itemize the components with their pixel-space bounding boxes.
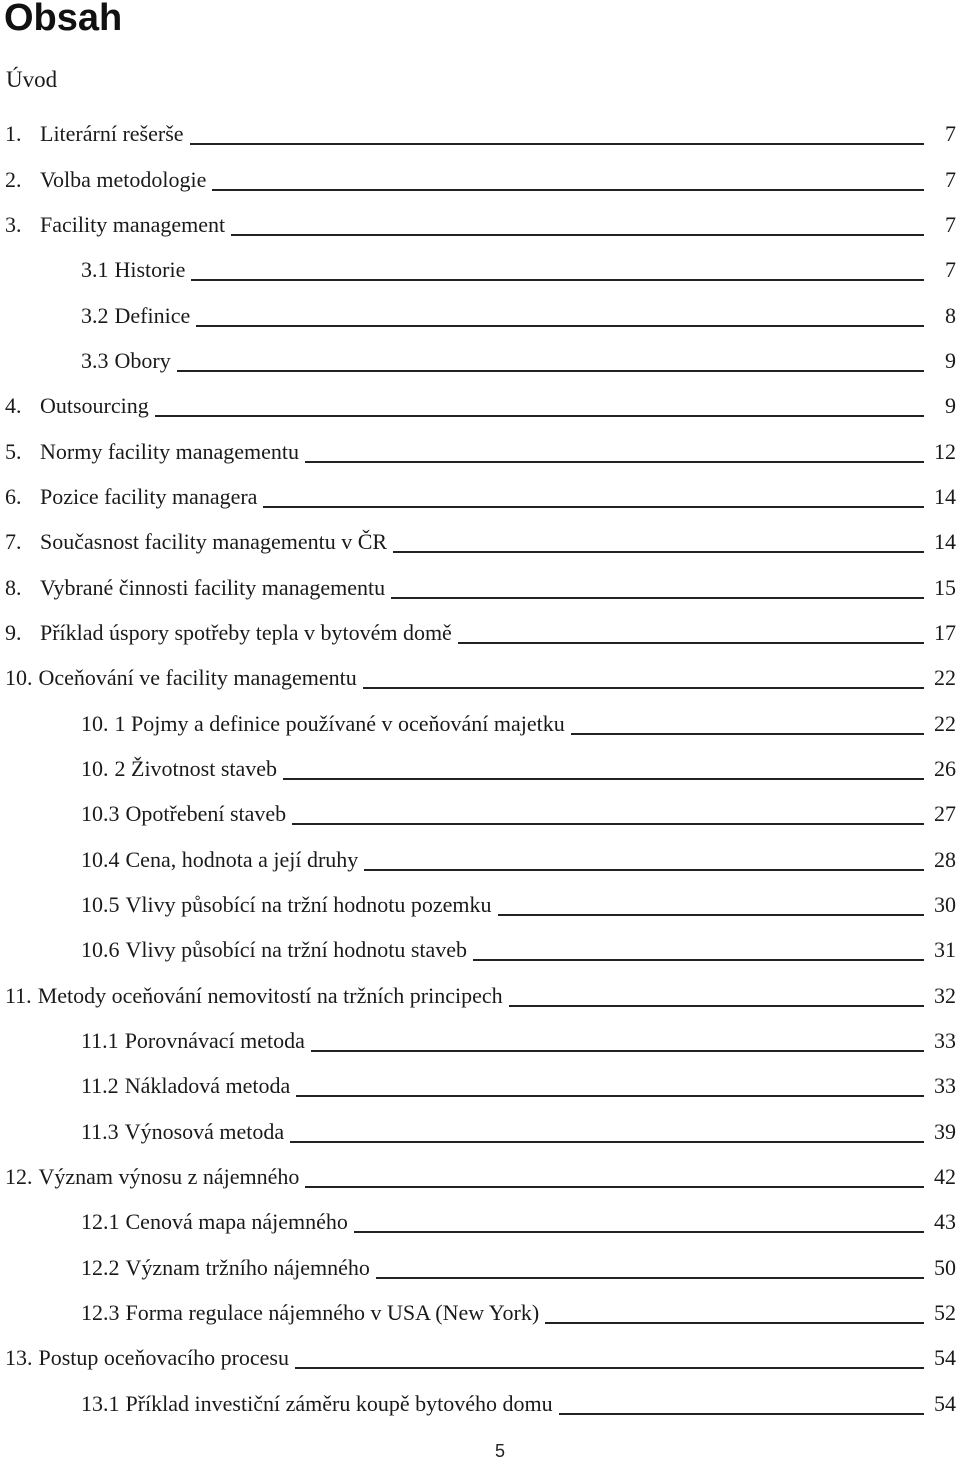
toc-entry[interactable]: [0, 244, 960, 289]
toc-entry-page: 54: [934, 1390, 956, 1416]
toc-entry-heading: [5, 484, 257, 510]
toc-entry[interactable]: [0, 425, 960, 470]
toc-entry[interactable]: [0, 697, 960, 742]
toc-entry-number: 7.: [5, 529, 22, 555]
toc-leader-line: [177, 369, 924, 372]
toc-entry-page: 7: [945, 166, 956, 192]
toc-entry-label: 1 Pojmy a definice používané v oceňování majetku: [114, 710, 565, 736]
toc-entry-number: 10.: [81, 710, 109, 736]
toc-entry-label: Význam tržního nájemného: [125, 1254, 370, 1280]
toc-entry-number: 3.1: [81, 257, 109, 283]
toc-entry[interactable]: [0, 1241, 960, 1286]
toc-entry[interactable]: [0, 561, 960, 606]
toc-entry[interactable]: [0, 199, 960, 244]
toc-entry-page: 7: [945, 257, 956, 283]
toc-entry[interactable]: [0, 1287, 960, 1332]
toc-leader-line: [196, 324, 924, 327]
toc-entry-page: 14: [934, 529, 956, 555]
toc-entry-label: Cena, hodnota a její druhy: [125, 846, 359, 872]
toc-entry-heading: [5, 529, 387, 555]
toc-entry-label: Současnost facility managementu v ČR: [40, 529, 388, 555]
toc-entry[interactable]: [0, 1196, 960, 1241]
toc-entry-heading: [5, 121, 184, 147]
toc-entry-heading: [81, 348, 171, 374]
toc-entry-number: 12.: [5, 1163, 33, 1189]
toc-entry-number: 10.4: [81, 846, 120, 872]
toc-entry[interactable]: [0, 471, 960, 516]
toc-entry-number: 13.1: [81, 1390, 120, 1416]
toc-entry-number: 3.3: [81, 347, 109, 373]
toc-entry-number: 5.: [5, 438, 22, 464]
toc-entry-page: 50: [934, 1254, 956, 1280]
toc-entry-page: 22: [934, 710, 956, 736]
toc-entry-number: 13.: [5, 1345, 33, 1371]
toc-leader-line: [311, 1049, 924, 1052]
toc-entry-page: 7: [945, 121, 956, 147]
toc-leader-line: [292, 822, 924, 825]
toc-entry[interactable]: [0, 1105, 960, 1150]
toc-leader-line: [231, 233, 924, 236]
toc-entry-label: Metody oceňování nemovitostí na tržních principech: [37, 982, 503, 1008]
toc-entry-number: 10.5: [81, 891, 120, 917]
toc-entry-heading: [81, 847, 358, 873]
toc-leader-line: [354, 1230, 924, 1233]
toc-entry-label: Cenová mapa nájemného: [125, 1209, 348, 1235]
toc-entry-page: 32: [934, 982, 956, 1008]
toc-entry[interactable]: [0, 1060, 960, 1105]
toc-entry-number: 11.2: [81, 1073, 119, 1099]
toc-entry-heading: [5, 1345, 289, 1371]
toc-entry-number: 10.6: [81, 937, 120, 963]
toc-entry-label: Oceňování ve facility managementu: [38, 665, 357, 691]
toc-entry-page: 54: [934, 1345, 956, 1371]
toc-intro-link[interactable]: Úvod: [6, 67, 58, 92]
toc-entry[interactable]: [0, 788, 960, 833]
toc-entry-label: 2 Životnost staveb: [114, 755, 278, 781]
toc-entry-number: 10.3: [81, 801, 120, 827]
toc-entry[interactable]: [0, 289, 960, 334]
toc-entry-heading: [81, 711, 565, 737]
toc-leader-line: [364, 868, 924, 871]
toc-entry-number: 10.: [5, 665, 33, 691]
toc-entry-heading: [81, 937, 467, 963]
toc-leader-line: [283, 777, 924, 780]
toc-entry-page: 33: [934, 1073, 956, 1099]
toc-leader-line: [263, 505, 924, 508]
toc-entry-label: Definice: [114, 302, 191, 328]
toc-entry-page: 42: [934, 1163, 956, 1189]
toc-entry[interactable]: [0, 153, 960, 198]
toc-entry[interactable]: [0, 743, 960, 788]
toc-entry-label: Volba metodologie: [40, 166, 207, 192]
toc-entry-number: 2.: [5, 166, 22, 192]
toc-entry-label: Normy facility managementu: [40, 438, 300, 464]
toc-entry-label: Facility management: [40, 211, 226, 237]
toc-entry-number: 3.2: [81, 302, 109, 328]
toc-entry-heading: [5, 167, 206, 193]
toc-entry-heading: [5, 575, 385, 601]
toc-leader-line: [391, 596, 924, 599]
toc-entry[interactable]: [0, 380, 960, 425]
toc-entry[interactable]: [0, 108, 960, 153]
toc-list: [0, 108, 960, 1423]
toc-entry-page: 12: [934, 438, 956, 464]
toc-entry-label: Nákladová metoda: [124, 1073, 291, 1099]
toc-entry[interactable]: [0, 1151, 960, 1196]
toc-entry-heading: [5, 212, 225, 238]
toc-entry[interactable]: [0, 879, 960, 924]
toc-entry[interactable]: [0, 969, 960, 1014]
toc-entry-page: 15: [934, 574, 956, 600]
toc-entry-heading: [81, 257, 185, 283]
toc-entry-label: Opotřebení staveb: [125, 801, 287, 827]
toc-entry[interactable]: [0, 607, 960, 652]
toc-entry-label: Outsourcing: [40, 393, 149, 419]
toc-entry-heading: [81, 1119, 284, 1145]
toc-entry-heading: [5, 665, 357, 691]
toc-entry-label: Postup oceňovacího procesu: [38, 1345, 289, 1371]
toc-entry-label: Pozice facility managera: [40, 483, 258, 509]
toc-entry-page: 26: [934, 755, 956, 781]
toc-entry[interactable]: [0, 1332, 960, 1377]
toc-leader-line: [190, 142, 924, 145]
toc-leader-line: [212, 188, 924, 191]
toc-entry-heading: [81, 303, 190, 329]
toc-entry-number: 8.: [5, 574, 22, 600]
toc-leader-line: [571, 732, 924, 735]
toc-entry-heading: [5, 393, 149, 419]
toc-entry[interactable]: [0, 335, 960, 380]
toc-entry[interactable]: [0, 652, 960, 697]
toc-entry-number: 12.1: [81, 1209, 120, 1235]
toc-entry-page: 52: [934, 1299, 956, 1325]
toc-entry-number: 11.1: [81, 1027, 119, 1053]
toc-entry-label: Význam výnosu z nájemného: [38, 1163, 300, 1189]
page-number: 5: [494, 1441, 505, 1461]
toc-leader-line: [509, 1004, 924, 1007]
toc-entry-heading: [5, 439, 299, 465]
toc-entry-page: 30: [934, 891, 956, 917]
toc-entry-heading: [5, 1164, 299, 1190]
toc-entry-label: Vlivy působící na tržní hodnotu pozemku: [125, 891, 492, 917]
toc-entry-number: 6.: [5, 483, 22, 509]
toc-entry-heading: [81, 801, 286, 827]
toc-entry-number: 12.3: [81, 1299, 120, 1325]
toc-entry-label: Vybrané činnosti facility managementu: [40, 574, 386, 600]
toc-leader-line: [559, 1412, 924, 1415]
toc-leader-line: [363, 686, 924, 689]
toc-leader-line: [498, 913, 925, 916]
toc-entry-page: 43: [934, 1209, 956, 1235]
toc-entry-page: 39: [934, 1118, 956, 1144]
toc-title: Obsah: [4, 0, 123, 39]
toc-entry-page: 7: [945, 211, 956, 237]
toc-entry-heading: [81, 1028, 305, 1054]
toc-entry-page: 9: [945, 347, 956, 373]
toc-entry-page: 31: [934, 937, 956, 963]
toc-leader-line: [296, 1094, 924, 1097]
toc-entry-heading: [5, 620, 452, 646]
toc-entry-page: 17: [934, 619, 956, 645]
toc-entry-number: 10.: [81, 755, 109, 781]
toc-entry-label: Literární rešerše: [40, 121, 184, 147]
toc-entry-label: Porovnávací metoda: [124, 1027, 305, 1053]
toc-entry-page: 14: [934, 483, 956, 509]
toc-entry-heading: [81, 892, 492, 918]
toc-leader-line: [376, 1276, 924, 1279]
toc-leader-line: [155, 414, 924, 417]
toc-entry-label: Příklad investiční záměru koupě bytového domu: [125, 1390, 553, 1416]
toc-leader-line: [290, 1140, 924, 1143]
toc-entry-number: 12.2: [81, 1254, 120, 1280]
toc-entry-page: 28: [934, 846, 956, 872]
toc-entry-heading: [81, 1300, 539, 1326]
toc-entry-page: 22: [934, 665, 956, 691]
toc-entry-label: Příklad úspory spotřeby tepla v bytovém domě: [40, 619, 452, 645]
toc-entry-label: Obory: [114, 347, 171, 373]
toc-entry[interactable]: [0, 516, 960, 561]
toc-entry-number: 3.: [5, 211, 22, 237]
toc-entry-heading: [81, 1073, 290, 1099]
toc-entry-page: 27: [934, 801, 956, 827]
toc-entry[interactable]: [0, 1015, 960, 1060]
toc-entry-heading: [5, 983, 503, 1009]
toc-leader-line: [191, 278, 924, 281]
toc-entry-heading: [81, 1255, 370, 1281]
toc-leader-line: [305, 1185, 924, 1188]
toc-entry-number: 11.3: [81, 1118, 119, 1144]
toc-entry[interactable]: [0, 833, 960, 878]
toc-entry-number: 11.: [5, 982, 32, 1008]
toc-entry-number: 9.: [5, 619, 22, 645]
toc-entry[interactable]: [0, 924, 960, 969]
toc-entry-number: 4.: [5, 393, 22, 419]
toc-leader-line: [295, 1366, 924, 1369]
toc-leader-line: [545, 1321, 924, 1324]
toc-entry-label: Historie: [114, 257, 186, 283]
toc-entry-number: 1.: [5, 121, 22, 147]
toc-entry-page: 8: [945, 302, 956, 328]
toc-entry-page: 9: [945, 393, 956, 419]
toc-leader-line: [458, 641, 924, 644]
toc-entry-page: 33: [934, 1027, 956, 1053]
toc-entry[interactable]: [0, 1377, 960, 1422]
toc-leader-line: [473, 958, 924, 961]
toc-entry-heading: [81, 1209, 348, 1235]
toc-entry-label: Vlivy působící na tržní hodnotu staveb: [125, 937, 468, 963]
toc-leader-line: [305, 460, 924, 463]
toc-entry-label: Forma regulace nájemného v USA (New York): [125, 1299, 540, 1325]
toc-leader-line: [393, 550, 924, 553]
toc-entry-heading: [81, 756, 277, 782]
toc-entry-label: Výnosová metoda: [124, 1118, 285, 1144]
toc-entry-heading: [81, 1391, 553, 1417]
